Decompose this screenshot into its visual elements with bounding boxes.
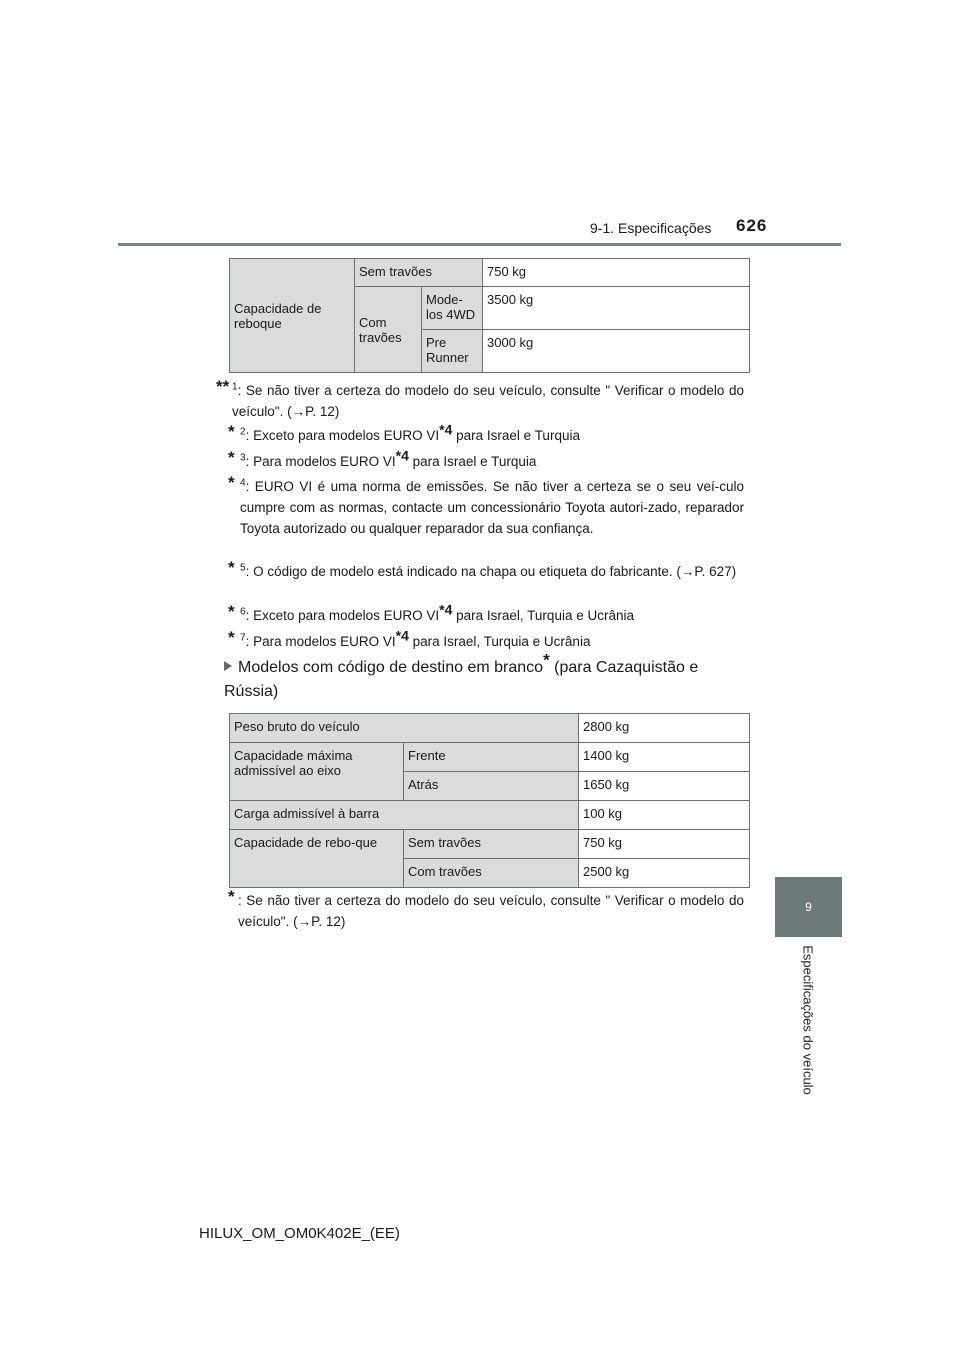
footnote-number: 2	[240, 426, 246, 438]
section-title: 9-1. Especificações	[590, 220, 712, 236]
footnote-number: 4	[240, 477, 246, 489]
with-brakes-label: Com travões	[355, 287, 422, 373]
footnote-text: : Se não tiver a certeza do modelo do seu veículo, consulte " Verificar o modelo do veículo". (→P. 12)	[232, 383, 744, 419]
model-4wd-label: Mode-los 4WD	[422, 287, 483, 330]
footnote-marker: *	[228, 558, 235, 577]
footnote-text: para Israel, Turquia e Ucrânia	[452, 608, 634, 623]
footnote-marker: **	[216, 377, 230, 396]
no-brakes-label: Sem travões	[355, 259, 483, 287]
footnote-reference: *4	[395, 627, 409, 644]
gross-weight-value: 2800 kg	[579, 714, 750, 743]
no-brakes-value: 750 kg	[579, 830, 750, 859]
tow-capacity-label: Capacidade de rebo-que	[230, 830, 404, 888]
footnote-7	[228, 627, 744, 652]
chapter-label: Especificações do veículo	[800, 945, 816, 1095]
rear-axle-label: Atrás	[404, 772, 579, 801]
footnote-text: : Para modelos EURO VI	[245, 454, 396, 469]
no-brakes-value: 750 kg	[483, 259, 750, 287]
footnote-text: : Se não tiver a certeza do modelo do seu veículo, consulte " Verificar o modelo do veículo". (→P. 12)	[238, 893, 744, 929]
footnote-marker: *	[228, 887, 235, 906]
footnote-marker: *	[228, 473, 235, 492]
chapter-tab-number: 9	[805, 900, 812, 914]
section-subheading	[224, 650, 746, 704]
footnote-marker: *	[228, 448, 235, 467]
footnote-reference: *4	[439, 421, 453, 438]
subheading-text: Modelos com código de destino em branco	[238, 659, 544, 676]
footnote-4	[228, 473, 744, 539]
footnote-marker: *	[228, 422, 235, 441]
footnote-1	[216, 377, 744, 422]
footnote-number: 7	[240, 632, 246, 644]
footnote-6	[228, 601, 744, 626]
front-axle-label: Frente	[404, 743, 579, 772]
tow-capacity-label: Capacidade de reboque	[230, 259, 355, 373]
footnote-text: : O código de modelo está indicado na chapa ou etiqueta do fabricante. (→P. 627)	[245, 564, 737, 579]
prerunner-value: 3000 kg	[483, 330, 750, 373]
footnote-reference: *4	[439, 601, 453, 618]
document-id: HILUX_OM_OM0K402E_(EE)	[199, 1225, 400, 1242]
footnote-text: : Exceto para modelos EURO VI	[245, 608, 440, 623]
footnote-text: para Israel e Turquia	[452, 428, 580, 443]
no-brakes-label: Sem travões	[404, 830, 579, 859]
footnote-2	[228, 421, 744, 446]
with-brakes-value: 2500 kg	[579, 859, 750, 888]
footnote-text: : EURO VI é uma norma de emissões. Se não tiver a certeza se o seu veí-culo cumpre com as normas, contacte um concessionário Toyota autori-zado, reparador Toyota autorizado ou qualquer reparador da sua confiança.	[240, 479, 744, 536]
footnote-marker: *	[228, 628, 235, 647]
footnote-marker: *	[228, 602, 235, 621]
header-divider	[118, 243, 841, 246]
footnote-reference: *4	[395, 447, 409, 464]
prerunner-label: Pre Runner	[422, 330, 483, 373]
axle-capacity-label: Capacidade máxima admissível ao eixo	[230, 743, 404, 801]
bar-load-value: 100 kg	[579, 801, 750, 830]
subheading-reference: *	[543, 650, 550, 670]
footnote-text: para Israel e Turquia	[408, 454, 537, 469]
footnote-3	[228, 447, 744, 472]
tow-capacity-table	[229, 258, 750, 373]
footnote-text: : Exceto para modelos EURO VI	[245, 428, 440, 443]
gross-weight-label: Peso bruto do veículo	[230, 714, 579, 743]
chapter-tab[interactable]	[775, 877, 842, 937]
footnote-text: para Israel, Turquia e Ucrânia	[408, 634, 591, 649]
rear-axle-value: 1650 kg	[579, 772, 750, 801]
bar-load-label: Carga admissível à barra	[230, 801, 579, 830]
triangle-bullet-icon	[224, 661, 232, 671]
footnote-number: 1	[232, 381, 238, 393]
with-brakes-label: Com travões	[404, 859, 579, 888]
model-4wd-value: 3500 kg	[483, 287, 750, 330]
footnote-text: : Para modelos EURO VI	[245, 634, 396, 649]
front-axle-value: 1400 kg	[579, 743, 750, 772]
footnote-number: 6	[240, 606, 246, 618]
subheading-text: (para Cazaquistão e Rússia)	[224, 659, 699, 700]
weight-spec-table	[229, 713, 750, 888]
footnote-5	[228, 558, 744, 582]
footnote-number: 5	[240, 562, 246, 574]
page-number: 626	[736, 216, 768, 235]
footnote-number: 3	[240, 452, 246, 464]
bottom-footnote	[228, 887, 744, 932]
